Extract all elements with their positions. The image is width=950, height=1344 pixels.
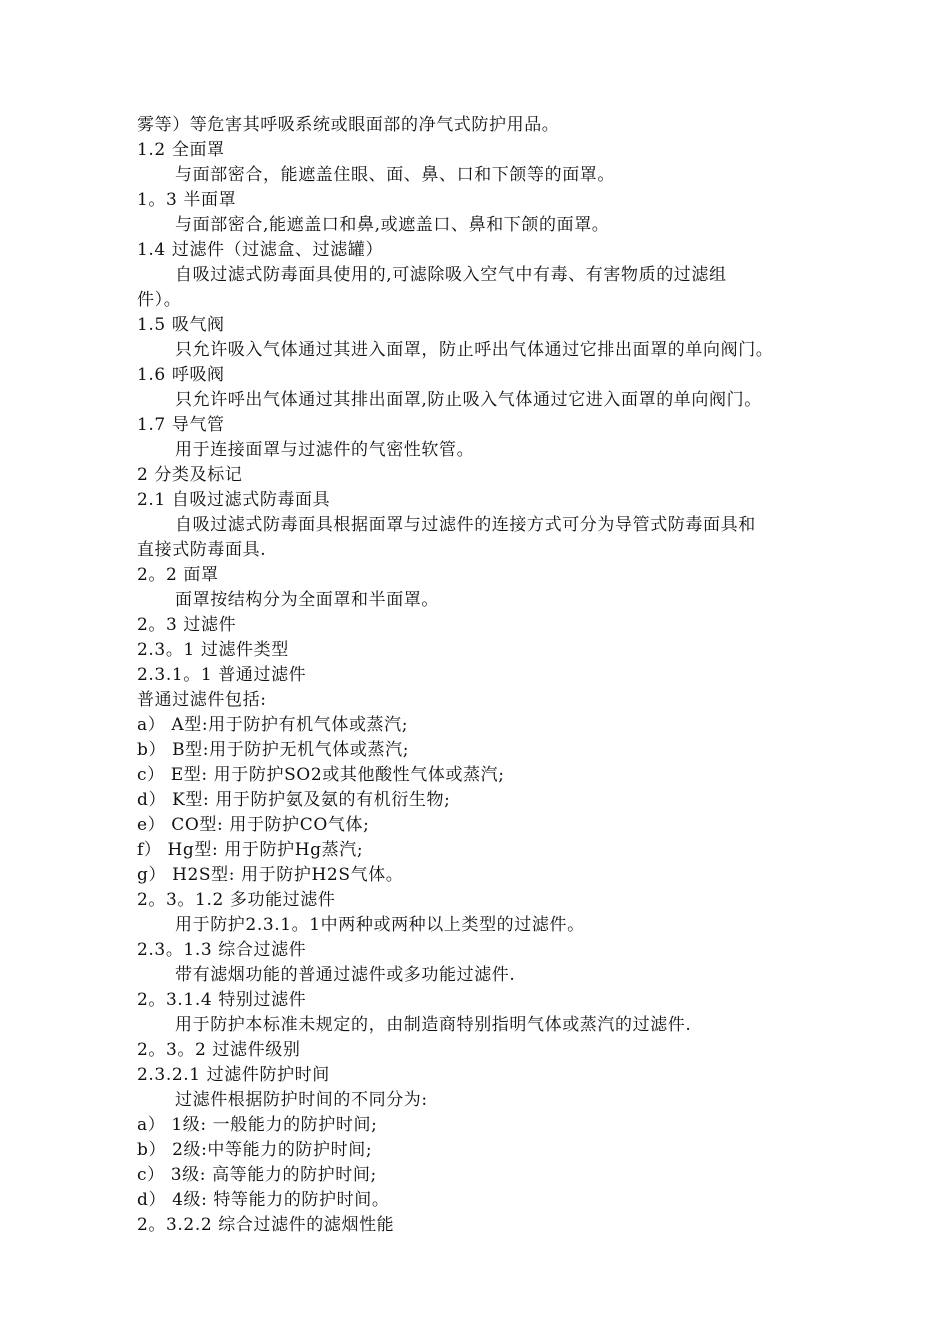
text-line: 自吸过滤式防毒面具使用的,可滤除吸入空气中有毒、有害物质的过滤组 (175, 265, 727, 285)
text-line: 1.6 呼吸阀 (137, 365, 225, 385)
text-line: 件）。 (137, 290, 182, 310)
text-line: 雾等）等危害其呼吸系统或眼面部的净气式防护用品。 (137, 115, 560, 135)
text-line: 面罩按结构分为全面罩和半面罩。 (175, 590, 439, 610)
text-line: 用于连接面罩与过滤件的气密性软管。 (175, 440, 475, 460)
text-line: 过滤件根据防护时间的不同分为: (175, 1090, 428, 1110)
text-line: 与面部密合，能遮盖住眼、面、鼻、口和下颌等的面罩。 (175, 165, 615, 185)
text-line: b） 2级:中等能力的防护时间; (137, 1140, 373, 1160)
text-line: 带有滤烟功能的普通过滤件或多功能过滤件. (175, 965, 516, 985)
text-line: d） 4级: 特等能力的防护时间。 (137, 1190, 390, 1210)
text-line: 用于防护2.3.1。1中两种或两种以上类型的过滤件。 (175, 915, 585, 935)
text-line: 2.3。1 过滤件类型 (137, 640, 289, 660)
text-line: 2。3 过滤件 (137, 615, 237, 635)
text-line: 1.7 导气管 (137, 415, 225, 435)
text-line: 只允许吸入气体通过其进入面罩，防止呼出气体通过它排出面罩的单向阀门。 (175, 340, 774, 360)
text-line: 2。3。1.2 多功能过滤件 (137, 890, 336, 910)
text-line: f） Hg型: 用于防护Hg蒸汽; (137, 840, 364, 860)
text-line: 2。3.2.2 综合过滤件的滤烟性能 (137, 1215, 395, 1235)
text-line: 2。2 面罩 (137, 565, 219, 585)
text-line: 用于防护本标准未规定的，由制造商特别指明气体或蒸汽的过滤件. (175, 1015, 692, 1035)
text-line: 直接式防毒面具. (137, 540, 267, 560)
text-line: 1.2 全面罩 (137, 140, 225, 160)
text-line: 自吸过滤式防毒面具根据面罩与过滤件的连接方式可分为导管式防毒面具和 (175, 515, 756, 535)
text-line: 2.1 自吸过滤式防毒面具 (137, 490, 331, 510)
text-line: b） B型:用于防护无机气体或蒸汽; (137, 740, 410, 760)
text-line: 2.3.1。1 普通过滤件 (137, 665, 307, 685)
text-line: 只允许呼出气体通过其排出面罩,防止吸入气体通过它进入面罩的单向阀门。 (175, 390, 762, 410)
text-line: 2.3。1.3 综合过滤件 (137, 940, 307, 960)
text-line: 1。3 半面罩 (137, 190, 237, 210)
text-line: 普通过滤件包括: (137, 690, 267, 710)
text-line: g） H2S型: 用于防护H2S气体。 (137, 865, 404, 885)
text-line: 2 分类及标记 (137, 465, 243, 485)
text-line: d） K型: 用于防护氨及氨的有机衍生物; (137, 790, 451, 810)
text-line: 1.5 吸气阀 (137, 315, 225, 335)
text-line: 2。3.1.4 特别过滤件 (137, 990, 307, 1010)
text-line: 2.3.2.1 过滤件防护时间 (137, 1065, 330, 1085)
text-line: c） 3级: 高等能力的防护时间; (137, 1165, 377, 1185)
text-line: 2。3。2 过滤件级别 (137, 1040, 301, 1060)
text-line: a） 1级: 一般能力的防护时间; (137, 1115, 378, 1135)
text-line: 1.4 过滤件（过滤盒、过滤罐） (137, 240, 384, 260)
text-line: e） CO型: 用于防护CO气体; (137, 815, 370, 835)
text-line: a） A型:用于防护有机气体或蒸汽; (137, 715, 409, 735)
text-line: 与面部密合,能遮盖口和鼻,或遮盖口、鼻和下颌的面罩。 (175, 215, 610, 235)
text-line: c） E型: 用于防护SO2或其他酸性气体或蒸汽; (137, 765, 505, 785)
